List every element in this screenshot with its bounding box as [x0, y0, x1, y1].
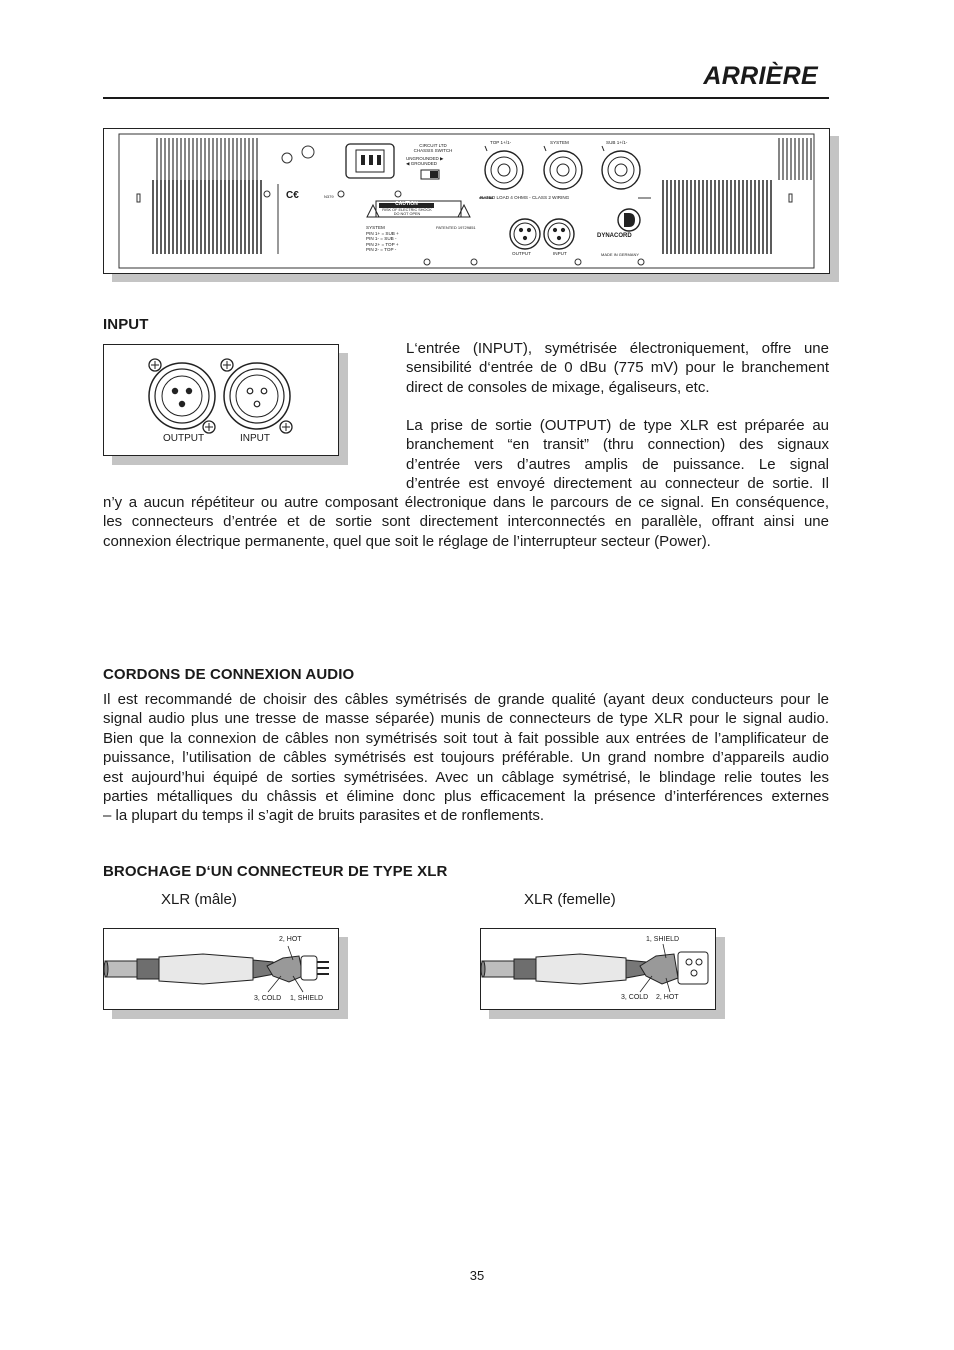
xlr-male-caption: XLR (mâle) [161, 891, 237, 908]
female-cold-label: 3, COLD [621, 994, 649, 1001]
xlr-pair-drawing [103, 344, 339, 456]
male-shield-label: 1, SHIELD [290, 995, 324, 1002]
female-hot-label: 2, HOT [656, 994, 679, 1001]
xlr-output-small [510, 219, 540, 249]
input-paragraph-2-continued: n’y a aucun répétiteur ou autre composant électronique dans le parcours de ce signal. En conséquence, les connecteurs d’entrée et de sortie sont directement interconnectés en parallèle, offrant ainsi une connexion électrique permanente, quel que soit le réglage de l’interrupteur secteur (Power). [103, 494, 829, 550]
brand-logo-text: DYNACORD [597, 233, 632, 239]
input-heading: INPUT [103, 316, 149, 333]
xlr-female-drawing [480, 928, 716, 1010]
xlr-input-small [544, 219, 574, 249]
input-output-figure [103, 344, 349, 467]
ce-mark: C€ [286, 190, 299, 201]
female-shield-label: 1, SHIELD [646, 936, 680, 943]
caution-subtext: RISK OF ELECTRIC SHOCK DO NOT OPEN [382, 208, 432, 217]
caution-label: CAUTION [395, 201, 418, 207]
input-small-label: INPUT [553, 251, 567, 256]
xlr-pinout-heading: BROCHAGE D‘UN CONNECTEUR DE TYPE XLR [103, 863, 448, 880]
made-in-label: MADE IN GERMANY [601, 252, 640, 257]
male-hot-label: 2, HOT [279, 936, 302, 943]
rear-panel-figure [103, 128, 830, 274]
system-pins-legend: SYSTEM PIN 1+ = SUB + PIN 1- = SUB - PIN 2+ = TOP + PIN 2- = TOP - [366, 225, 399, 253]
patented-label: PATENTED 19729851 [436, 225, 476, 230]
xlr-male-figure [103, 928, 349, 1020]
speakon-top [485, 146, 523, 189]
audio-cables-heading: CORDONS DE CONNEXION AUDIO [103, 666, 355, 683]
rear-panel-drawing [103, 128, 830, 274]
figure-output-label: OUTPUT [163, 433, 205, 444]
xlr-female-figure [480, 928, 726, 1020]
audio-cables-paragraph: Il est recommandé de choisir des câbles symétrisés de grande qualité (ayant deux conducteurs pour le signal audio plus une tresse de masse séparée) munis de connecteurs de type XLR pour le signal audio. Bien que la connexion de câbles non symétrisés soit tout à fait possible aux entrées de l’amplificateur de puissance, l’utilisation de câbles symétrisés est toujours préférable. Un grand nombre d’appareils audio est aujourd’hui équipé de sorties symétrisées. Avec un câblage symétrisé, le blindage relie toutes les parties métalliques du châssis et élimine donc plus efficacement la présence d’interférences externes – la plupart du temps il s’agit de bruits parasites et de ronflements. [103, 691, 829, 825]
speakon-sub [602, 146, 640, 189]
rated-load-label: RATED LOAD 4 OHMS - CLASS 2 WIRING [480, 195, 570, 200]
output-small-label: OUTPUT [512, 251, 531, 256]
figure-input-label: INPUT [240, 433, 270, 444]
ground-switch-labels: UNGROUNDED ▶ ◀ GROUNDED [406, 156, 444, 166]
left-vent [153, 138, 261, 254]
xlr-female-caption: XLR (femelle) [524, 891, 616, 908]
system-connector-label: SYSTEM [550, 140, 569, 145]
input-paragraph-1: L‘entrée (INPUT), symétrisée électroniquement, offre une sensibilité d‘entrée de 0 dBu (775 mV) pour le branchement direct de consoles de mixage, égaliseurs, etc. [406, 340, 829, 396]
page-title: ARRIÈRE [703, 62, 818, 90]
speakon-system [544, 146, 582, 189]
input-paragraph-2: La prise de sortie (OUTPUT) de type XLR est préparée au branchement “en transit” (thru connection) des signaux d’entrée vers d’autres amplis de puissance. Le signal d’entrée est envoyé directement au connecteur de sortie. Il [406, 417, 829, 493]
n-mark: N379 [324, 194, 334, 199]
male-cold-label: 3, COLD [254, 995, 282, 1002]
header-rule [103, 97, 829, 99]
page-number: 35 [469, 1268, 485, 1283]
circuit-switch-label: CIRCUIT LTD CHASSIS SWITCH [413, 143, 453, 153]
top-connector-label: TOP 1+/1- [490, 140, 512, 145]
sub-connector-label: SUB 1+/1- [606, 140, 628, 145]
